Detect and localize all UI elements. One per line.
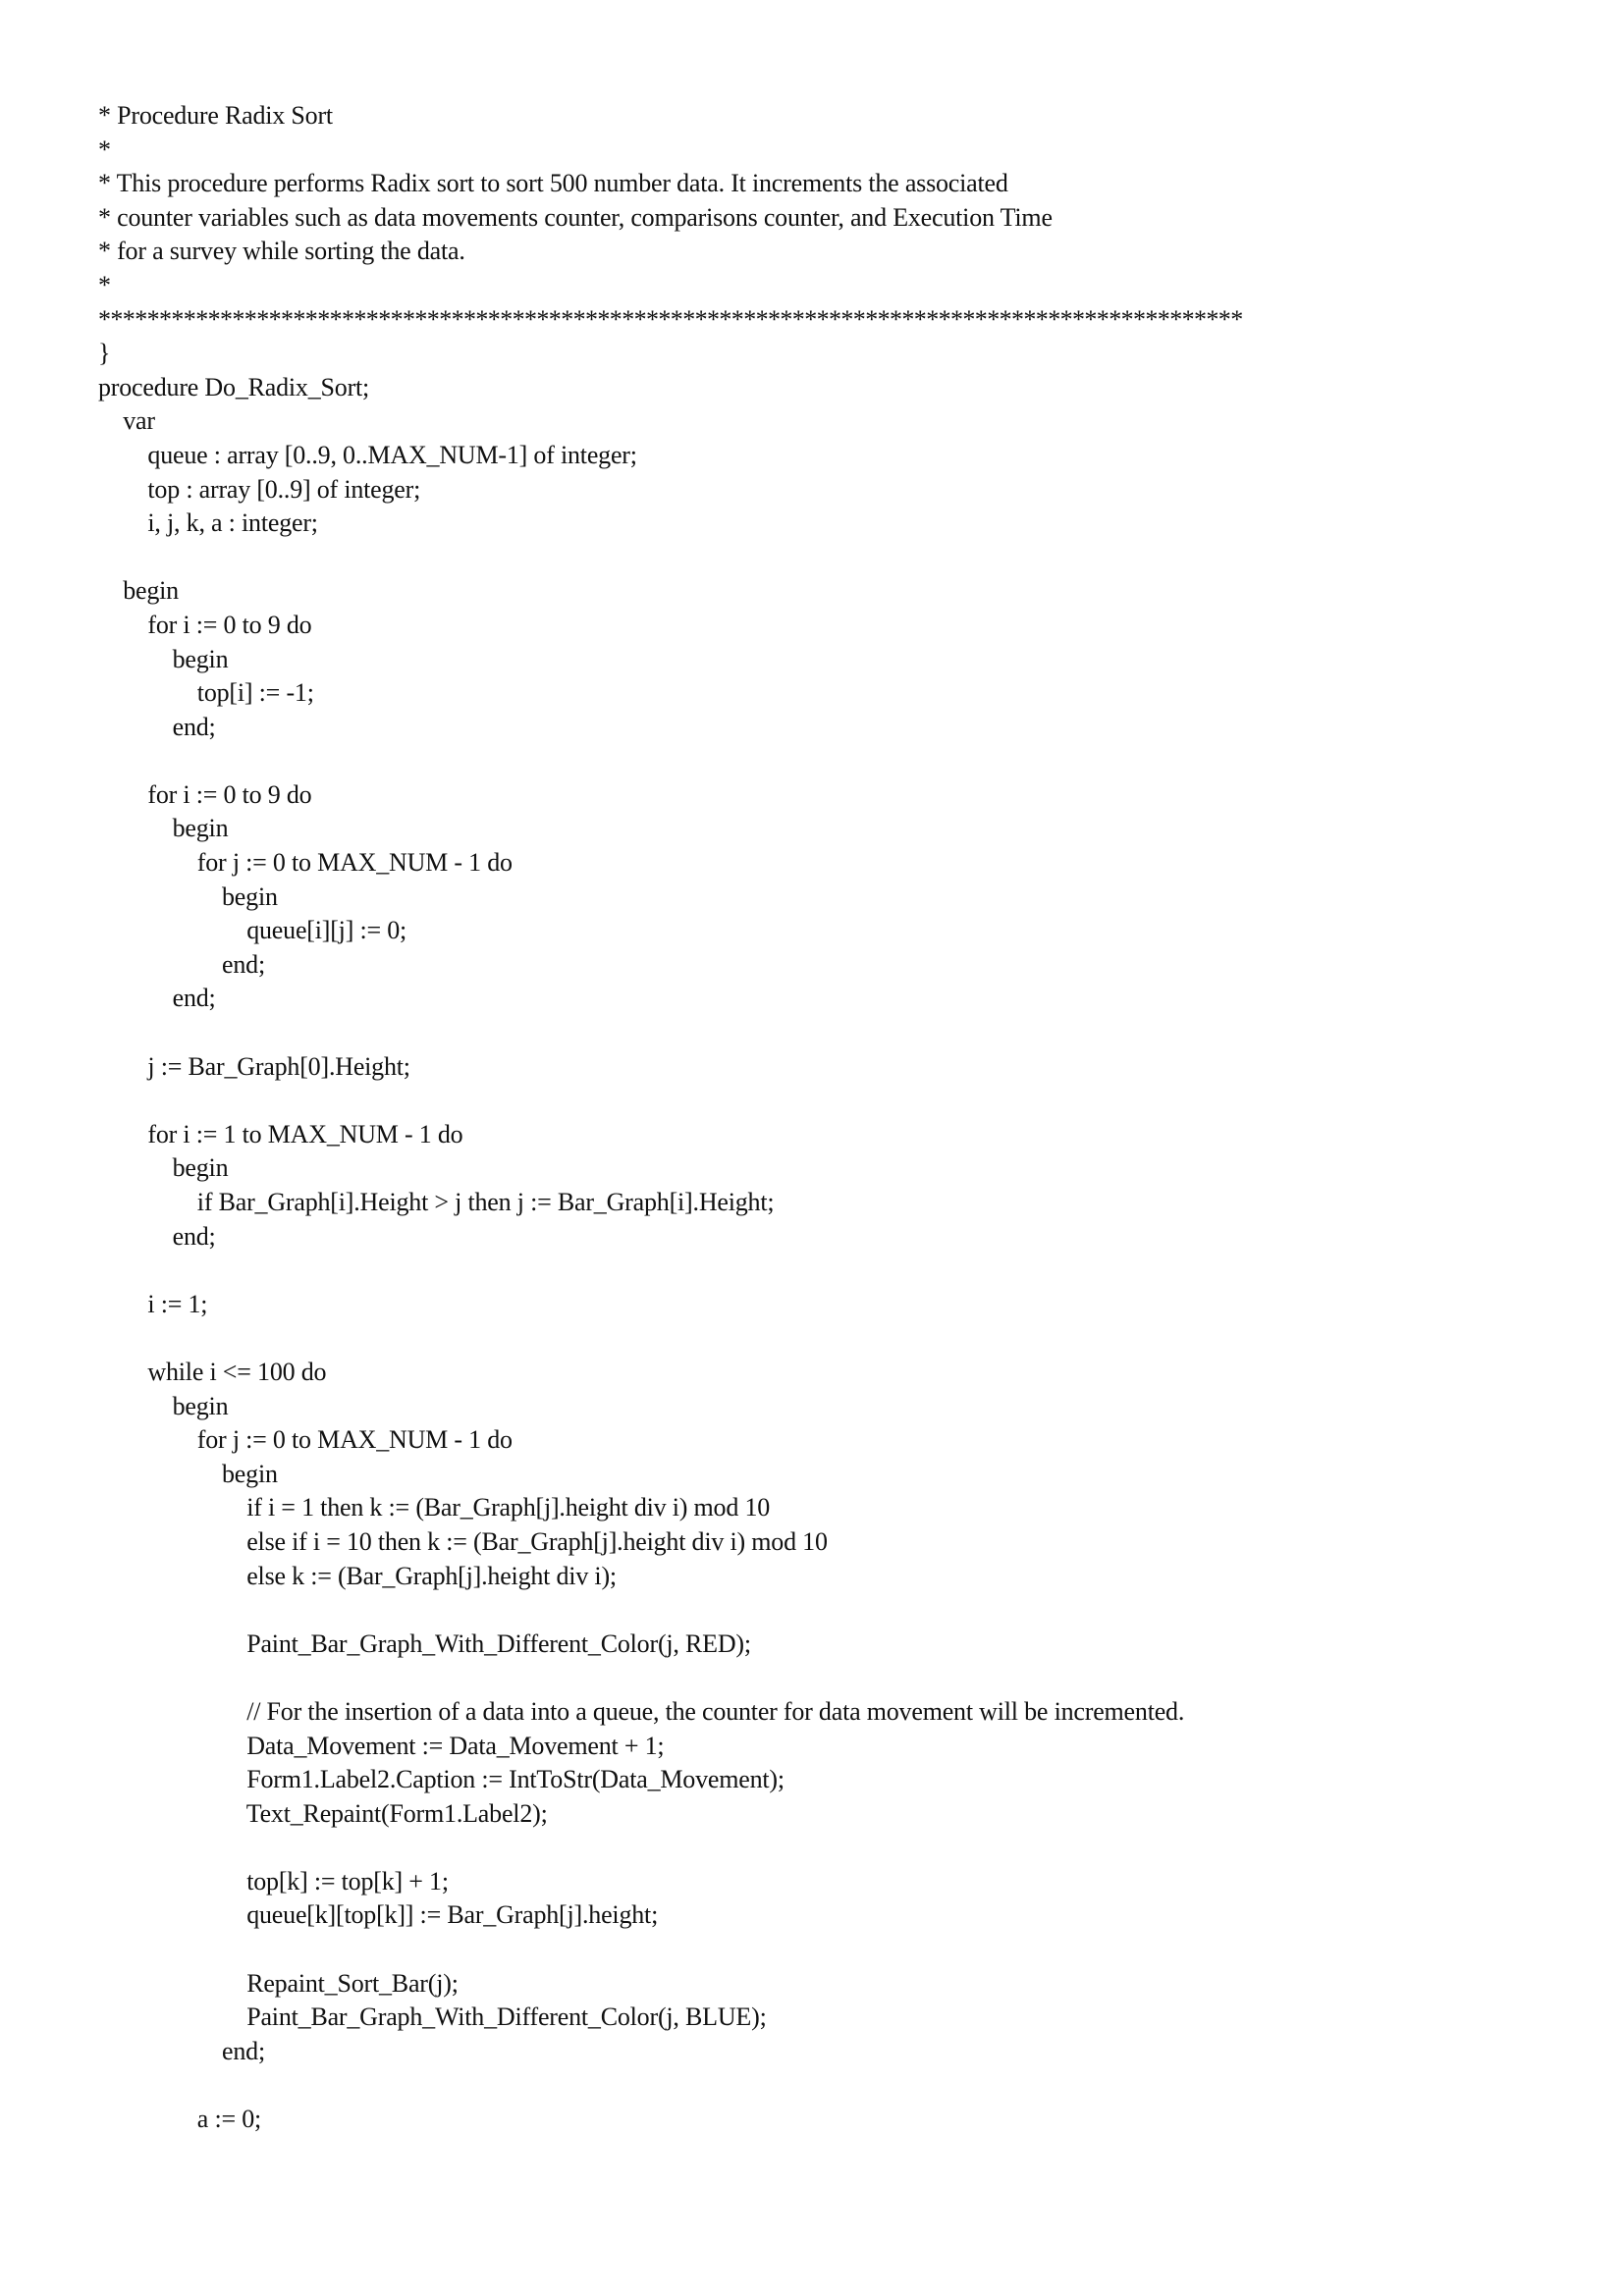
- code-line: Repaint_Sort_Bar(j);: [98, 1968, 459, 1998]
- code-line: for i := 1 to MAX_NUM - 1 do: [98, 1119, 463, 1148]
- code-line: [98, 1661, 1551, 1695]
- code-line: for j := 0 to MAX_NUM - 1 do: [98, 848, 513, 878]
- code-line: * This procedure performs Radix sort to sort 500 number data. It increments the associated: [98, 169, 1008, 198]
- code-line: [98, 744, 1551, 778]
- code-line: for i := 0 to 9 do: [98, 779, 312, 809]
- code-line: * Procedure Radix Sort: [98, 101, 333, 130]
- code-line: begin: [98, 1459, 278, 1488]
- code-line: Text_Repaint(Form1.Label2);: [98, 1798, 548, 1828]
- code-line: begin: [98, 881, 278, 911]
- code-line: queue[k][top[k]] := Bar_Graph[j].height;: [98, 1900, 659, 1930]
- code-line: Paint_Bar_Graph_With_Different_Color(j, RED);: [98, 1629, 751, 1658]
- code-line: [98, 1831, 1551, 1865]
- code-line: [98, 1084, 1551, 1118]
- code-line: j := Bar_Graph[0].Height;: [98, 1051, 410, 1081]
- code-line: end;: [98, 1221, 216, 1251]
- code-line: [98, 1933, 1551, 1967]
- code-line: queue : array [0..9, 0..MAX_NUM-1] of integer;: [98, 440, 637, 469]
- code-line: for i := 0 to 9 do: [98, 610, 312, 639]
- procedure-header: procedure Do_Radix_Sort;: [98, 372, 370, 401]
- comment-divider: **********************************************************************************************: [98, 304, 1243, 334]
- code-line: Paint_Bar_Graph_With_Different_Color(j, BLUE);: [98, 2002, 767, 2032]
- code-line: [98, 1593, 1551, 1628]
- code-line: queue[i][j] := 0;: [98, 916, 407, 945]
- code-line: begin: [98, 576, 179, 606]
- code-line: end;: [98, 949, 265, 979]
- code-line: }: [98, 339, 111, 368]
- code-line: i := 1;: [98, 1289, 208, 1318]
- code-line: begin: [98, 644, 229, 673]
- code-line: end;: [98, 2036, 265, 2065]
- code-line: end;: [98, 712, 216, 741]
- code-line: begin: [98, 1391, 229, 1420]
- code-line: i, j, k, a : integer;: [98, 508, 318, 538]
- code-line: if Bar_Graph[i].Height > j then j := Bar_Graph[i].Height;: [98, 1188, 775, 1216]
- code-line: * for a survey while sorting the data.: [98, 237, 465, 266]
- code-line: end;: [98, 984, 216, 1013]
- code-line: while i <= 100 do: [98, 1357, 327, 1386]
- code-line: Form1.Label2.Caption := IntToStr(Data_Movement);: [98, 1765, 785, 1794]
- code-line: else if i = 10 then k := (Bar_Graph[j].height div i) mod 10: [98, 1526, 828, 1556]
- code-line: top[i] := -1;: [98, 678, 314, 708]
- code-line: if i = 1 then k := (Bar_Graph[j].height div i) mod 10: [98, 1493, 771, 1522]
- code-line: [98, 541, 1551, 575]
- code-line: begin: [98, 1153, 229, 1183]
- code-line: *: [98, 270, 111, 299]
- code-line: Data_Movement := Data_Movement + 1;: [98, 1731, 665, 1760]
- code-comment: // For the insertion of a data into a queue, the counter for data movement will be incremented.: [98, 1696, 1185, 1726]
- code-line: [98, 1321, 1551, 1356]
- code-line: [98, 2137, 1551, 2171]
- code-line: for j := 0 to MAX_NUM - 1 do: [98, 1425, 513, 1455]
- code-line: top : array [0..9] of integer;: [98, 474, 421, 504]
- code-line: top[k] := top[k] + 1;: [98, 1866, 449, 1896]
- code-line: [98, 1254, 1551, 1288]
- code-line: * counter variables such as data movements counter, comparisons counter, and Execution Time: [98, 202, 1053, 232]
- code-line: a := 0;: [98, 2105, 262, 2134]
- code-line: [98, 2068, 1551, 2103]
- code-line: [98, 1016, 1551, 1050]
- code-line: else k := (Bar_Graph[j].height div i);: [98, 1561, 617, 1590]
- code-line: var: [98, 406, 155, 436]
- code-line: begin: [98, 814, 229, 843]
- code-line: *: [98, 134, 111, 164]
- code-listing: [98, 99, 1551, 2170]
